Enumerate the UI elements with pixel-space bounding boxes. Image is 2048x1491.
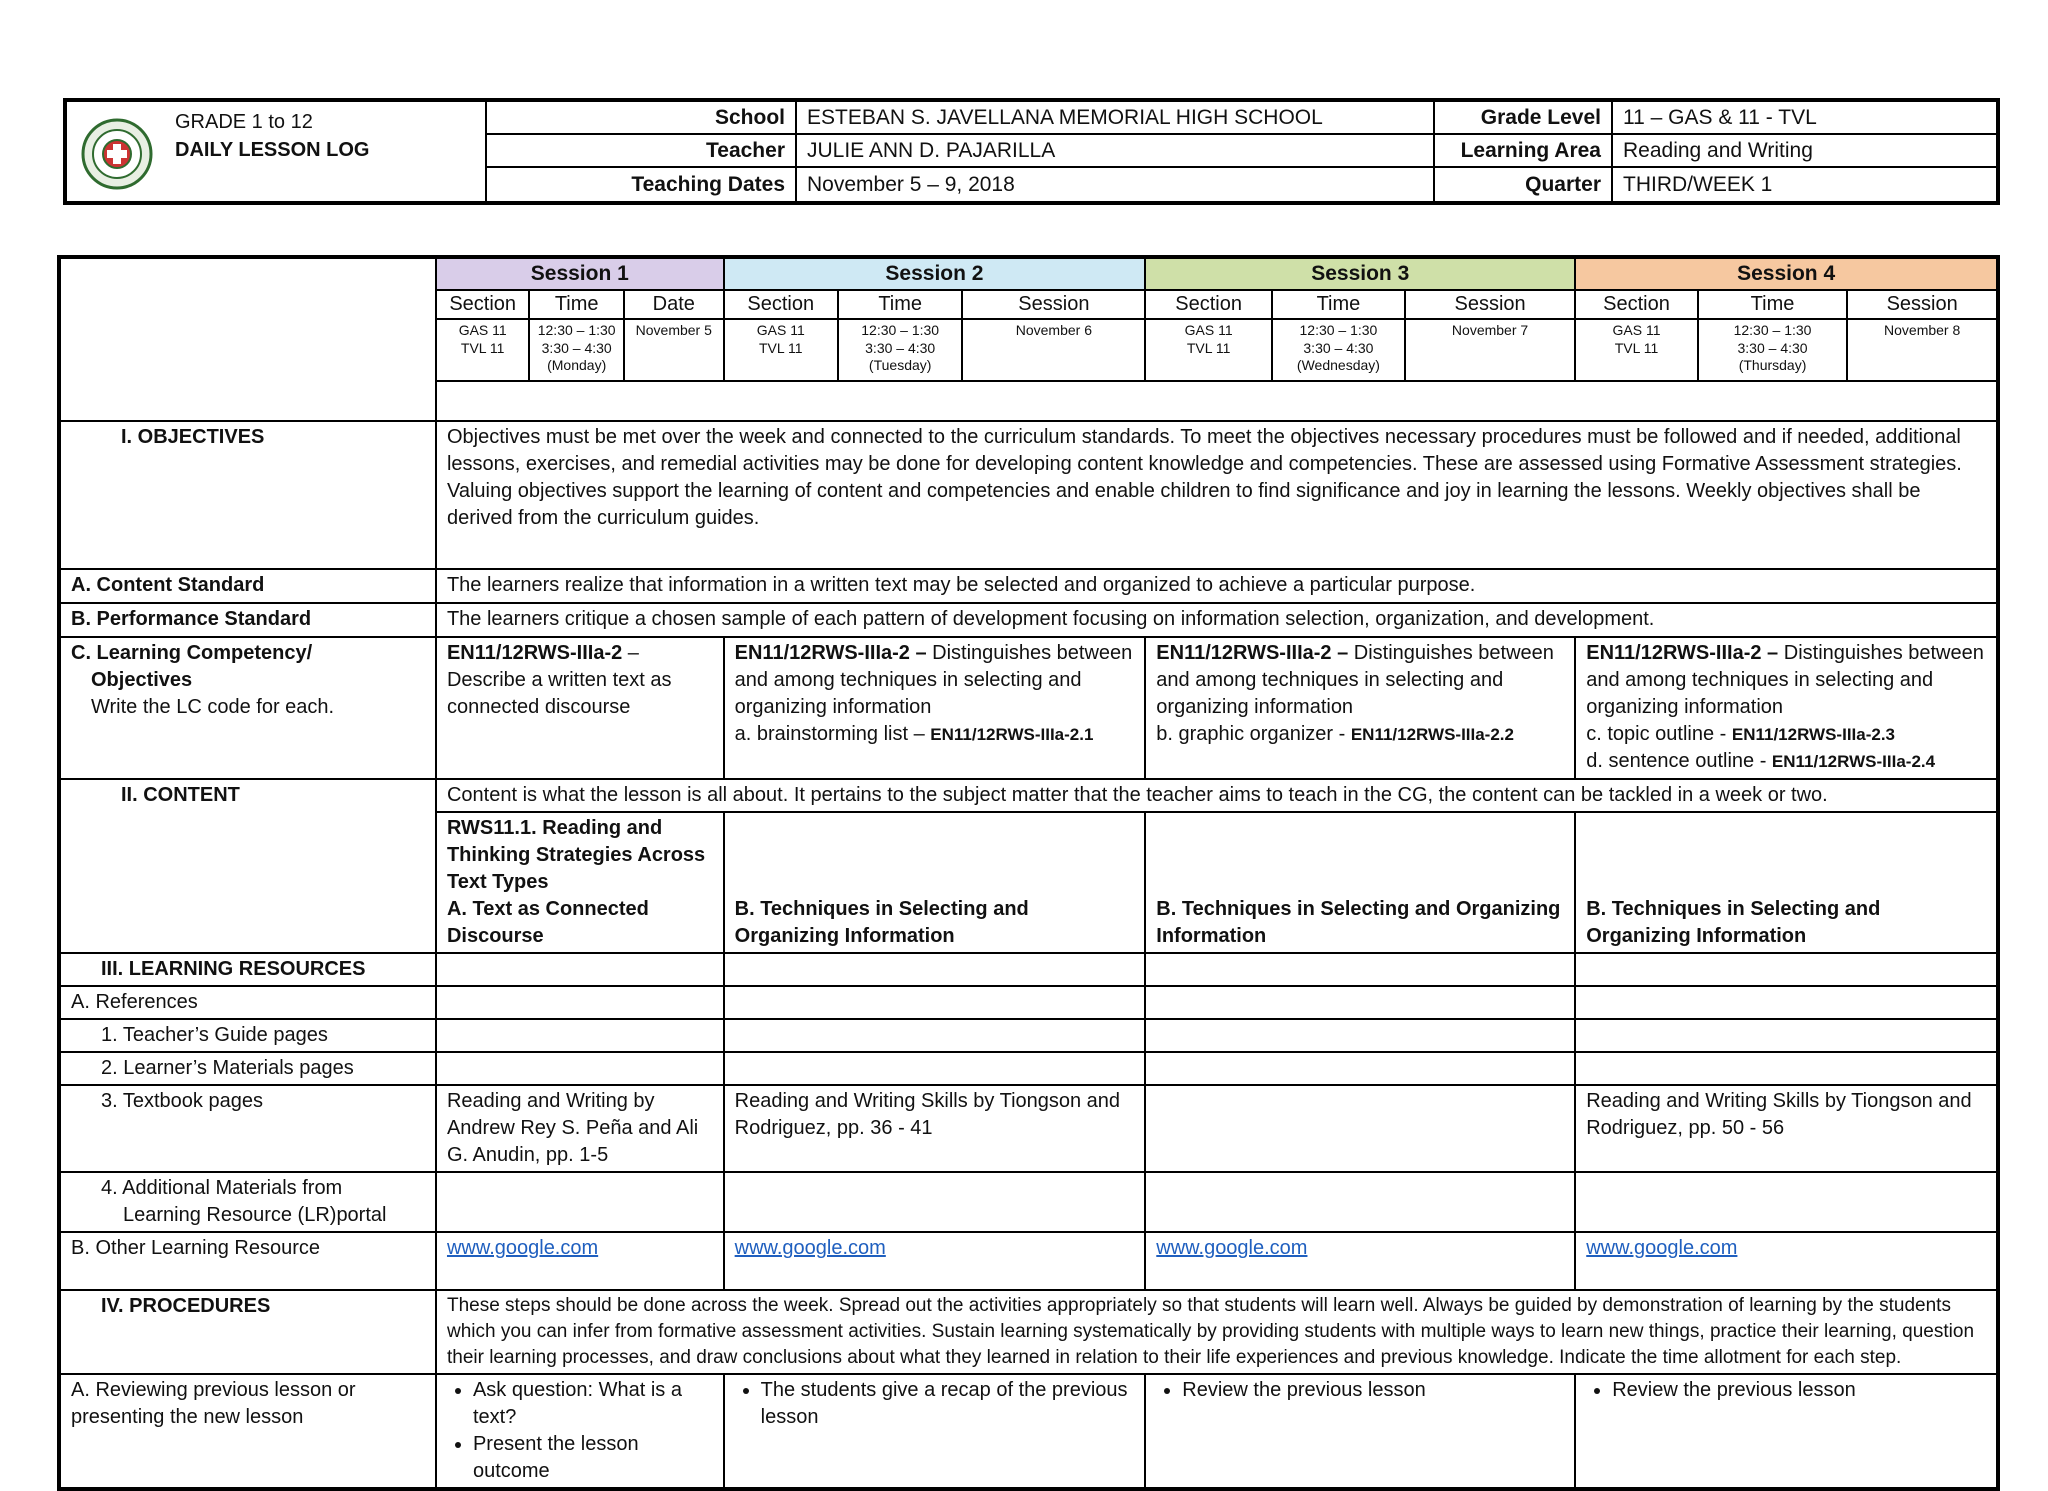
header-grid — [487, 102, 1996, 201]
s1-time: 12:30 – 1:30 3:30 – 4:30 (Monday) — [529, 319, 624, 381]
s4-competency — [1575, 637, 1998, 779]
s2-section: GAS 11 TVL 11 — [724, 319, 838, 381]
brand-line-2: DAILY LESSON LOG — [175, 139, 370, 161]
s2-competency-text: Distinguishes between and among techniques in selecting and organizing information — [734, 642, 1133, 719]
s2-competency-code: EN11/12RWS-IIIa-2 – — [734, 642, 927, 665]
s3-competency-item: b. graphic organizer - — [1156, 723, 1351, 746]
s4-competency-code: EN11/12RWS-IIIa-2 – — [1586, 642, 1779, 665]
s3-section: GAS 11 TVL 11 — [1145, 319, 1272, 381]
blank-spacer-row — [436, 381, 1998, 421]
competency-label-1: C. Learning Competency/ — [71, 642, 313, 665]
s1-date-header: Date — [624, 290, 724, 319]
content-label: II. CONTENT — [59, 779, 436, 953]
session-1-title: Session 1 — [436, 257, 724, 290]
quarter-label: Quarter — [1435, 168, 1613, 201]
s4-textbook: Reading and Writing Skills by Tiongson and Rodriguez, pp. 50 - 56 — [1575, 1085, 1998, 1172]
school-value: ESTEBAN S. JAVELLANA MEMORIAL HIGH SCHOOL — [797, 102, 1435, 135]
s3-competency-code: EN11/12RWS-IIIa-2 – — [1156, 642, 1349, 665]
session-2-title: Session 2 — [724, 257, 1146, 290]
s4-time: 12:30 – 1:30 3:30 – 4:30 (Thursday) — [1698, 319, 1848, 381]
s1-competency-code: EN11/12RWS-IIIa-2 — [446, 642, 623, 665]
s1-review-item-1: • Ask question: What is a text? — [473, 1377, 713, 1431]
s2-textbook: Reading and Writing Skills by Tiongson and Rodriguez, pp. 36 - 41 — [724, 1085, 1146, 1172]
s4-competency-text: Distinguishes between and among techniques in selecting and organizing information — [1586, 642, 1984, 719]
objectives-text: Objectives must be met over the week and connected to the curriculum standards. To meet the objectives necessary procedures must be followed and if needed, additional lessons, exercises, and remedial activities may be done for developing content knowledge and competencies. These are assessed using Formative Assessment strategies. Valuing objectives support the learning of content and competencies and enable children to find significance and joy in learning the lessons. Weekly objectives shall be derived from the curriculum guides. — [436, 421, 1998, 569]
s1-review — [436, 1374, 724, 1489]
procedures-label: IV. PROCEDURES — [59, 1290, 436, 1374]
competency-label-3: Write the LC code for each. — [91, 696, 335, 719]
s4-review — [1575, 1374, 1998, 1489]
s4-time-header: Time — [1698, 290, 1848, 319]
s3-date: November 7 — [1405, 319, 1575, 381]
teacher-label: Teacher — [487, 135, 797, 168]
references-label: A. References — [59, 986, 436, 1019]
s1-resource-link[interactable]: www.google.com — [446, 1237, 599, 1260]
s4-resource-link[interactable]: www.google.com — [1586, 1237, 1738, 1260]
teachers-guide-label: 1. Teacher’s Guide pages — [59, 1019, 436, 1052]
s1-textbook: Reading and Writing by Andrew Rey S. Peña and Ali G. Anudin, pp. 1-5 — [436, 1085, 724, 1172]
s1-section: GAS 11 TVL 11 — [436, 319, 529, 381]
s4-content: B. Techniques in Selecting and Organizing Information — [1575, 812, 1998, 953]
other-resource-label: B. Other Learning Resource — [59, 1232, 436, 1290]
s2-competency — [724, 637, 1146, 779]
competency-label-2: Objectives — [91, 669, 193, 692]
s1-competency — [436, 637, 724, 779]
s4-section-header: Section — [1575, 290, 1698, 319]
brand-cell — [67, 102, 487, 201]
blank-corner — [59, 257, 436, 421]
s1-competency-text: – Describe a written text as connected discourse — [446, 642, 672, 719]
s3-competency — [1145, 637, 1575, 779]
grade-value: 11 – GAS & 11 - TVL — [1613, 102, 1996, 135]
s2-review-item-1: • The students give a recap of the previous lesson — [761, 1377, 1135, 1431]
content-text: Content is what the lesson is all about. It pertains to the subject matter that the teacher aims to teach in the CG, the content can be tackled in a week or two. — [436, 779, 1998, 812]
s3-resource-link[interactable]: www.google.com — [1156, 1237, 1308, 1260]
s3-review — [1145, 1374, 1575, 1489]
s4-competency-item-1-code: EN11/12RWS-IIIa-2.3 — [1731, 725, 1896, 745]
s3-competency-text: Distinguishes between and among techniques in selecting and organizing information — [1156, 642, 1554, 719]
resources-label: III. LEARNING RESOURCES — [59, 953, 436, 986]
session-4-title: Session 4 — [1575, 257, 1998, 290]
s4-competency-item-2: d. sentence outline - — [1586, 750, 1772, 773]
s4-competency-item-1: c. topic outline - — [1586, 723, 1732, 746]
s2-time-header: Time — [838, 290, 963, 319]
procedures-text: These steps should be done across the week. Spread out the activities appropriately so that students will learn well. Always be guided by demonstration of learning by the students which you can infer from formative assessment activities. Sustain learning systematically by providing students with multiple ways to learn new things, practice their learning, question their learning processes, and draw conclusions about what they learned in relation to their life experiences and previous knowledge. Indicate the time allotment for each step. — [436, 1290, 1998, 1374]
s1-section-header: Section — [436, 290, 529, 319]
s3-content: B. Techniques in Selecting and Organizing Information — [1145, 812, 1575, 953]
s1-date: November 5 — [624, 319, 724, 381]
learners-materials-label: 2. Learner’s Materials pages — [59, 1052, 436, 1085]
s2-time: 12:30 – 1:30 3:30 – 4:30 (Tuesday) — [838, 319, 963, 381]
s3-time: 12:30 – 1:30 3:30 – 4:30 (Wednesday) — [1272, 319, 1405, 381]
performance-standard-label: B. Performance Standard — [59, 603, 436, 637]
s4-session-header: Session — [1847, 290, 1998, 319]
s2-competency-item-code: EN11/12RWS-IIIa-2.1 — [930, 725, 1094, 745]
area-value: Reading and Writing — [1613, 135, 1996, 168]
s2-section-header: Section — [724, 290, 838, 319]
s4-date: November 8 — [1847, 319, 1998, 381]
s2-competency-item: a. brainstorming list – — [734, 723, 931, 746]
grade-label: Grade Level — [1435, 102, 1613, 135]
s2-session-header: Session — [962, 290, 1145, 319]
competency-label-cell — [59, 637, 436, 779]
review-label: A. Reviewing previous lesson or presenting the new lesson — [59, 1374, 436, 1489]
s4-review-item-1: • Review the previous lesson — [1612, 1377, 1986, 1404]
s3-review-item-1: • Review the previous lesson — [1182, 1377, 1564, 1404]
s2-review — [724, 1374, 1146, 1489]
s1-time-header: Time — [529, 290, 624, 319]
additional-materials-label-1: 4. Additional Materials from — [101, 1177, 343, 1200]
s1-content: RWS11.1. Reading and Thinking Strategies Across Text Types A. Text as Connected Discourse — [436, 812, 724, 953]
s2-content: B. Techniques in Selecting and Organizing Information — [724, 812, 1146, 953]
brand-line-1: GRADE 1 to 12 — [175, 111, 313, 133]
content-standard-label: A. Content Standard — [59, 569, 436, 603]
lesson-log-table — [57, 255, 2000, 1491]
teacher-value: JULIE ANN D. PAJARILLA — [797, 135, 1435, 168]
s1-review-item-2: • Present the lesson outcome — [473, 1431, 713, 1485]
s3-time-header: Time — [1272, 290, 1405, 319]
s3-competency-item-code: EN11/12RWS-IIIa-2.2 — [1350, 725, 1514, 745]
s4-section: GAS 11 TVL 11 — [1575, 319, 1698, 381]
content-standard-text: The learners realize that information in a written text may be selected and organized to achieve a particular purpose. — [436, 569, 1998, 603]
s2-resource-link[interactable]: www.google.com — [734, 1237, 886, 1260]
area-label: Learning Area — [1435, 135, 1613, 168]
s3-session-header: Session — [1405, 290, 1575, 319]
session-3-title: Session 3 — [1145, 257, 1575, 290]
s2-date: November 6 — [962, 319, 1145, 381]
additional-materials-label-2: Learning Resource (LR)portal — [123, 1204, 387, 1227]
s4-competency-item-2-code: EN11/12RWS-IIIa-2.4 — [1771, 752, 1936, 772]
performance-standard-text: The learners critique a chosen sample of each pattern of development focusing on information selection, organization, and development. — [436, 603, 1998, 637]
header-table — [63, 98, 2000, 205]
s3-section-header: Section — [1145, 290, 1272, 319]
school-seal-icon — [81, 118, 153, 190]
textbook-label: 3. Textbook pages — [59, 1085, 436, 1172]
dates-label: Teaching Dates — [487, 168, 797, 201]
quarter-value: THIRD/WEEK 1 — [1623, 172, 1773, 196]
school-label: School — [487, 102, 797, 135]
additional-materials-cell — [59, 1172, 436, 1232]
dates-value: November 5 – 9, 2018 — [797, 168, 1435, 201]
objectives-label: I. OBJECTIVES — [59, 421, 436, 569]
